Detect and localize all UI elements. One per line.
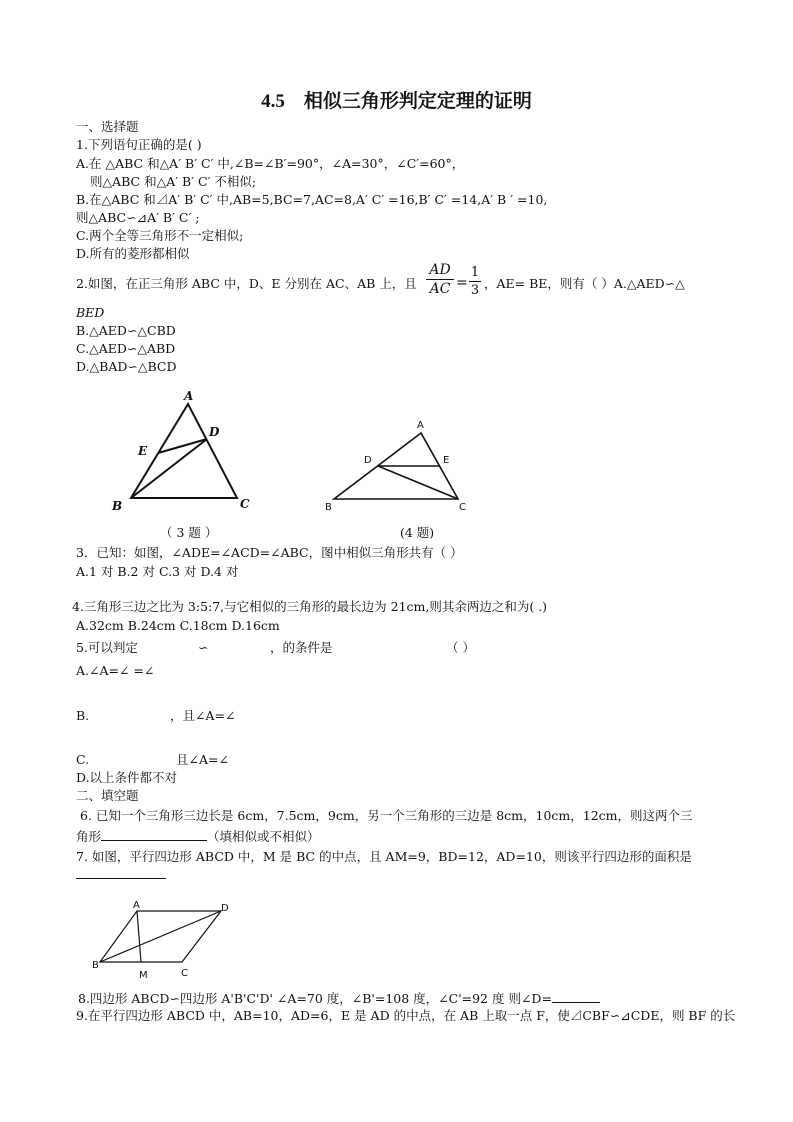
q2-option-d: D.△BAD∽△BCD bbox=[76, 359, 177, 374]
section-heading-choice: 一、选择题 bbox=[76, 119, 139, 134]
q1-option-d: D.所有的菱形都相似 bbox=[76, 246, 190, 261]
q4-stem: 4.三角形三边之比为 3:5:7,与它相似的三角形的最长边为 21cm,则其余两边之和为( .) bbox=[72, 599, 548, 614]
q4-options: A.32cm B.24cm C.18cm D.16cm bbox=[76, 618, 280, 633]
q5-stem-b: ，的条件是 bbox=[270, 640, 333, 655]
q7-line1: 7. 如图，平行四边形 ABCD 中，M 是 BC 的中点，且 AM=9，BD=12，AD=10，则该平行四边形的面积是 bbox=[76, 849, 692, 864]
q5-answer-paren: （ ） bbox=[446, 640, 475, 655]
q7-answer-blank-wrap bbox=[76, 866, 166, 882]
fig3-label-e: E bbox=[138, 444, 148, 458]
q6-line2 bbox=[76, 828, 320, 844]
q2-fraction2-denominator: 3 bbox=[470, 283, 480, 298]
q8-text: 8.四边形 ABCD∽四边形 A'B'C'D' ∠A=70 度，∠B'=108 度，∠C'=92 度 则∠D= bbox=[78, 991, 552, 1006]
fig7-label-b: B bbox=[92, 960, 99, 971]
fig3-label-c: C bbox=[240, 497, 250, 511]
q5-option-c-text: 且∠A=∠ bbox=[176, 752, 229, 767]
fig4-label-a: A bbox=[417, 420, 424, 431]
q6-line1: 6. 已知一个三角形三边长是 6cm，7.5cm，9cm，另一个三角形的三边是 8cm，10cm，12cm，则这两个三 bbox=[80, 808, 693, 823]
q5-option-b-text: ，且∠A=∠ bbox=[170, 708, 236, 723]
q6-answer-blank[interactable] bbox=[101, 828, 207, 841]
fig4-label-c: C bbox=[459, 502, 466, 513]
q5-option-a: A.∠A=∠ =∠ bbox=[76, 663, 155, 678]
fig7-label-d: D bbox=[221, 903, 229, 914]
q2-fraction-one-third bbox=[469, 265, 481, 298]
q5-option-b-prefix: B. bbox=[76, 708, 90, 723]
q2-fraction-ad-ac bbox=[426, 262, 454, 297]
q8-answer-blank[interactable] bbox=[552, 990, 600, 1003]
q1-stem: 1.下列语句正确的是( ) bbox=[76, 137, 202, 152]
q7-answer-blank[interactable] bbox=[76, 866, 166, 879]
q6-line2-pre: 角形 bbox=[76, 829, 102, 844]
fig3-caption: （ 3 题 ） bbox=[160, 525, 218, 540]
title-text: 相似三角形判定定理的证明 bbox=[303, 91, 532, 112]
fig7-label-c: C bbox=[181, 968, 188, 979]
q2-fraction-denominator: AC bbox=[429, 281, 451, 297]
page-title bbox=[0, 86, 793, 113]
fig4-label-b: B bbox=[325, 502, 332, 513]
q1-option-b-line2: 则△ABC∽⊿A′ B′ C′ ; bbox=[76, 210, 200, 225]
fig3-label-a: A bbox=[184, 389, 194, 403]
fig3-label-d: D bbox=[209, 425, 220, 439]
q2-stem-continued: BED bbox=[76, 305, 105, 320]
fig7-label-m: M bbox=[139, 970, 148, 981]
q1-option-a-line2: 则△ABC 和△A′ B′ C′ 不相似; bbox=[90, 174, 257, 189]
q5-option-c-prefix: C. bbox=[76, 752, 90, 767]
q2-fraction2-numerator: 1 bbox=[470, 265, 480, 280]
q3-options: A.1 对 B.2 对 C.3 对 D.4 对 bbox=[76, 564, 239, 579]
fig7-label-a: A bbox=[133, 900, 140, 911]
q1-option-a-line1: A.在 △ABC 和△A′ B′ C′ 中,∠B=∠B′=90°，∠A=30°，∠C′=60°， bbox=[76, 156, 465, 171]
q3-stem: 3．已知：如图，∠ADE=∠ACD=∠ABC，图中相似三角形共有（ ） bbox=[76, 545, 463, 560]
q2-fraction-numerator: AD bbox=[429, 262, 451, 278]
q1-option-c: C.两个全等三角形不一定相似; bbox=[76, 228, 244, 243]
fig4-label-e: E bbox=[443, 455, 450, 466]
q8-line bbox=[78, 990, 600, 1006]
q6-line2-post: （填相似或不相似） bbox=[207, 829, 320, 844]
q2-stem-post: ，AE= BE，则有（ ）A.△AED∽△ bbox=[484, 276, 685, 291]
q9-line: 9.在平行四边形 ABCD 中，AB=10，AD=6，E 是 AD 的中点，在 AB 上取一点 F，使⊿CBF∽⊿CDE，则 BF 的长 bbox=[76, 1008, 736, 1023]
section-heading-fill: 二、填空题 bbox=[76, 788, 139, 803]
q1-option-b-line1: B.在△ABC 和⊿A′ B′ C′ 中,AB=5,BC=7,AC=8,A′ C′ =16,B′ C′ =14,A′ B ′ =10, bbox=[76, 192, 548, 207]
q2-stem-pre: 2.如图，在正三角形 ABC 中，D、E 分别在 AC、AB 上，且 bbox=[76, 276, 417, 291]
fig4-caption: (4 题) bbox=[400, 525, 435, 540]
q2-option-c: C.△AED∽△ABD bbox=[76, 341, 176, 356]
fig3-label-b: B bbox=[112, 499, 123, 513]
title-number: 4.5 bbox=[261, 91, 285, 112]
fig4-label-d: D bbox=[364, 455, 372, 466]
q5-similar-symbol: ∽ bbox=[198, 640, 209, 655]
q5-stem-a: 5.可以判定 bbox=[76, 640, 138, 655]
q5-option-d: D.以上条件都不对 bbox=[76, 770, 178, 785]
q2-equals: = bbox=[456, 275, 468, 291]
q2-option-b: B.△AED∽△CBD bbox=[76, 323, 176, 338]
